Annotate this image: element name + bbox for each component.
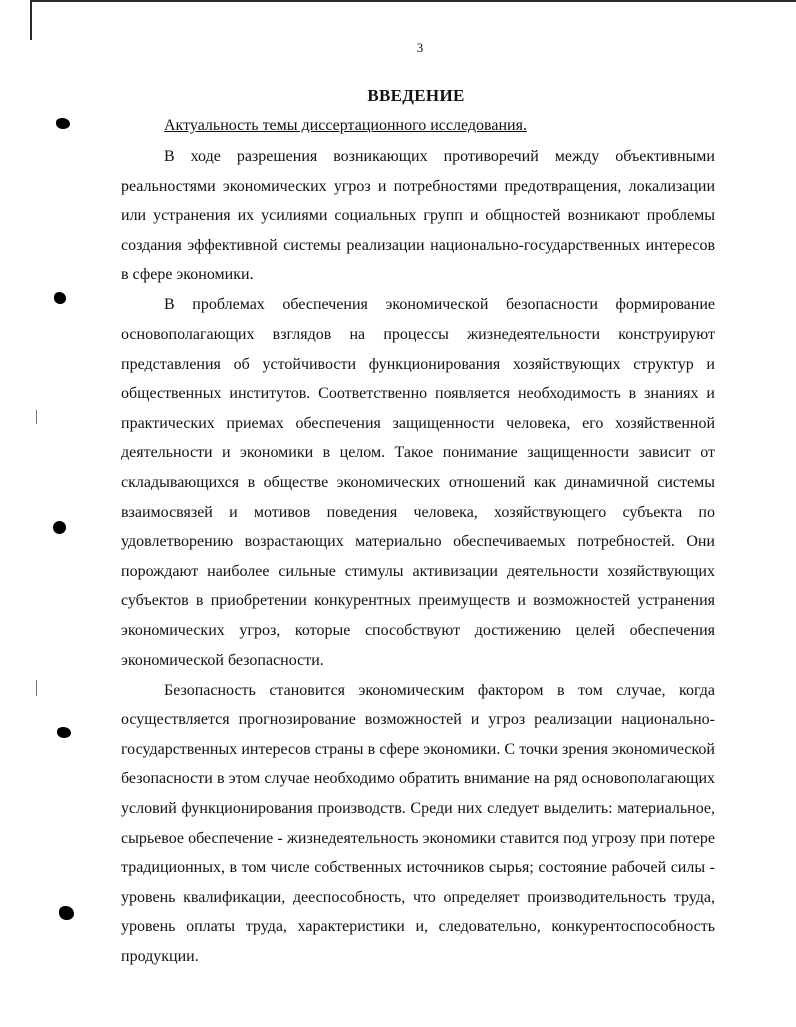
binding-hole-mark: [57, 727, 71, 738]
binding-hole-mark: [56, 118, 70, 129]
section-heading: ВВЕДЕНИЕ: [367, 86, 465, 105]
binding-hole-mark: [54, 292, 66, 304]
scan-edge-top: [30, 0, 796, 2]
page-number: 3: [416, 40, 424, 55]
binding-hole-mark: [53, 521, 66, 534]
section-subheading: Актуальность темы диссертационного исследования.: [164, 117, 527, 134]
paragraph: В ходе разрешения возникающих противоречий между объективными реальностями экономических угроз и потребностями предотвращения, локализации или устранения их усилиями социальных групп и общностей возникают проблемы создания эффективной системы реализации национально-государственных интересов в сфере экономики.: [121, 148, 715, 284]
scan-artifact-line: [36, 680, 37, 696]
binding-hole-mark: [59, 906, 74, 920]
paragraph: Безопасность становится экономическим фактором в том случае, когда осуществляется прогнозирование возможностей и угроз реализации национально-государственных интересов страны в сфере экономики. С точки зрения экономической безопасности в этом случае необходимо обратить внимание на ряд основополагающих условий функционирования производств. Среди них следует выделить: материальное, сырьевое обеспечение - жизнедеятельность экономики ставится под угрозу при потере традиционных, в том числе собственных источников сырья; состояние рабочей силы - уровень квалификации, дееспособность, что определяет производительность труда, уровень оплаты труда, характеристики и, следовательно, конкурентоспособность продукции.: [121, 681, 715, 966]
body-text: [121, 142, 715, 972]
scan-edge-left: [30, 0, 32, 40]
paragraph: В проблемах обеспечения экономической безопасности формирование основополагающих взглядов на процессы жизнедеятельности конструируют представления об устойчивости функционирования хозяйствующих структур и общественных институтов. Соответственно появляется необходимость в знаниях и практических приемах обеспечения защищенности человека, его хозяйственной деятельности и экономики в целом. Такое понимание защищенности зависит от складывающихся в обществе экономических отношений как динамичной системы взаимосвязей и мотивов поведения человека, хозяйствующего субъекта по удовлетворению возрастающих материально обеспечиваемых потребностей. Они порождают наиболее сильные стимулы активизации деятельности хозяйствующих субъектов в приобретении конкурентных преимуществ и возможностей устранения экономических угроз, которые способствуют достижению целей обеспечения экономической безопасности.: [121, 296, 715, 669]
scan-artifact-line: [36, 410, 37, 424]
